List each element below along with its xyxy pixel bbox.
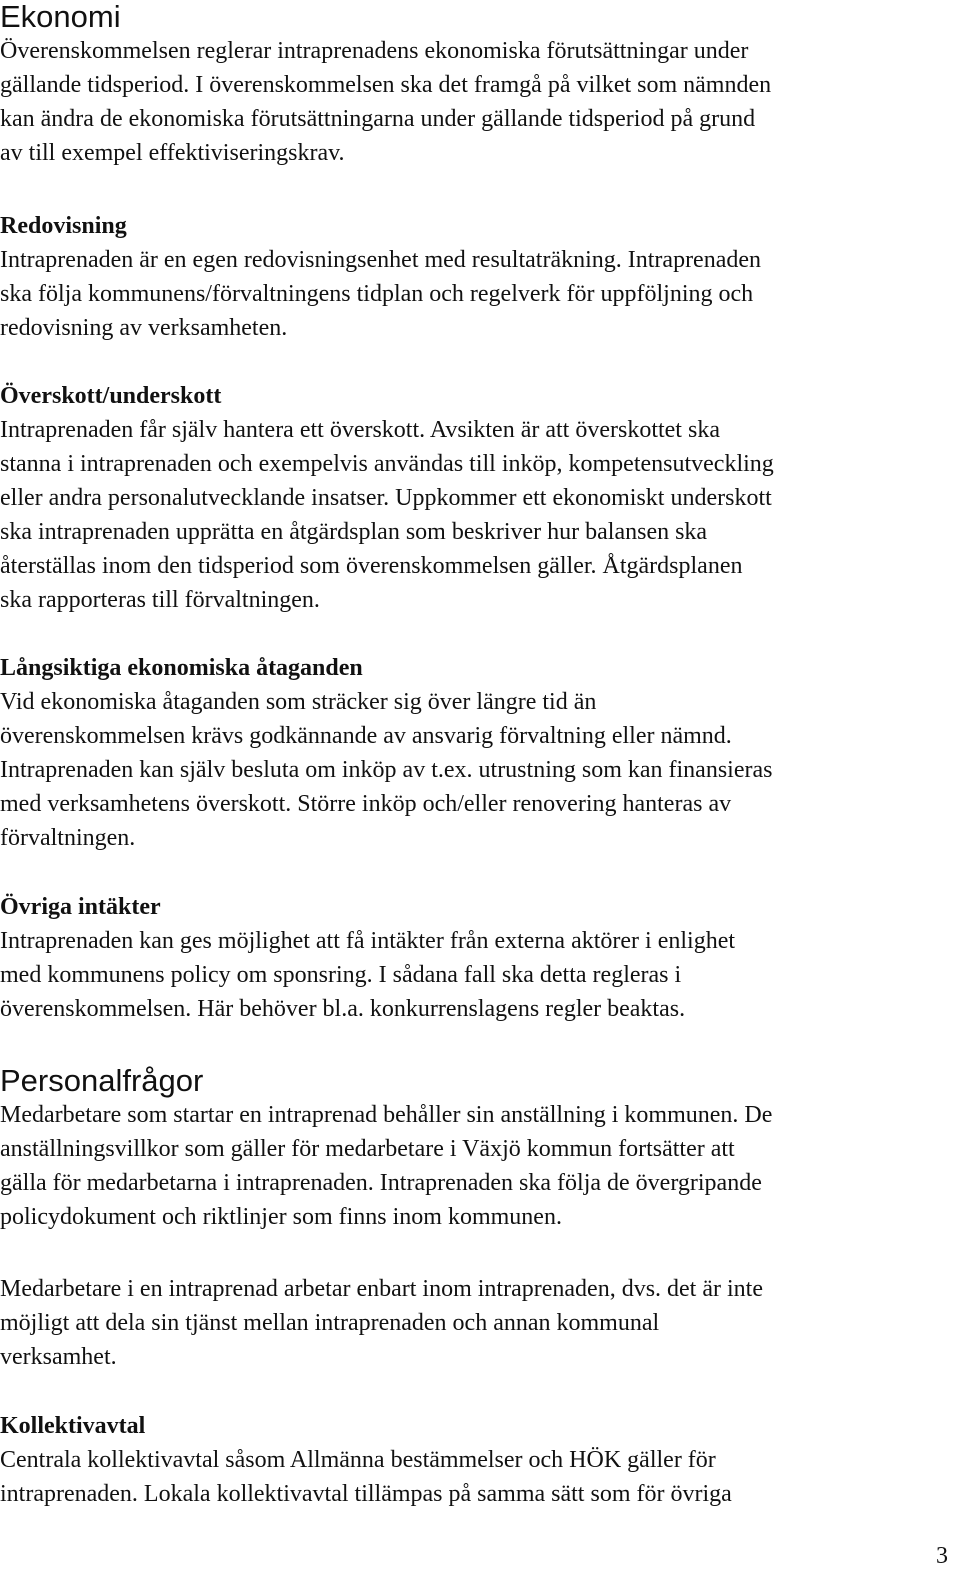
section-heading: Överskott/underskott — [0, 383, 222, 409]
section-body — [0, 413, 950, 617]
page-number: 3 — [936, 1543, 948, 1569]
paragraph-line: möjligt att dela sin tjänst mellan intraprenaden och annan kommunal — [0, 1310, 660, 1336]
paragraph-line: kan ändra de ekonomiska förutsättningarna under gällande tidsperiod på grund — [0, 106, 756, 132]
paragraph-line: Vid ekonomiska åtaganden som sträcker sig över längre tid än — [0, 689, 597, 715]
section-heading: Kollektivavtal — [0, 1413, 146, 1439]
section-heading: Långsiktiga ekonomiska åtaganden — [0, 655, 363, 681]
section-body — [0, 1098, 950, 1234]
section-langsiktiga-ataganden — [0, 651, 950, 855]
paragraph-line: anställningsvillkor som gäller för medarbetare i Växjö kommun fortsätter att — [0, 1136, 735, 1162]
section-personalfragor-paragraph-2 — [0, 1272, 950, 1374]
section-heading: Personalfrågor — [0, 1063, 204, 1098]
paragraph-line: Intraprenaden kan ges möjlighet att få intäkter från externa aktörer i enlighet — [0, 928, 736, 954]
section-body — [0, 924, 950, 1026]
section-ovriga-intakter — [0, 890, 950, 1026]
paragraph-line: stanna i intraprenaden och exempelvis användas till inköp, kompetensutveckling — [0, 451, 774, 477]
paragraph-line: Intraprenaden är en egen redovisningsenhet med resultaträkning. Intraprenaden — [0, 247, 762, 273]
paragraph-line: intraprenaden. Lokala kollektivavtal tillämpas på samma sätt som för övriga — [0, 1481, 732, 1507]
section-heading: Redovisning — [0, 213, 127, 239]
paragraph-line: med kommunens policy om sponsring. I sådana fall ska detta regleras i — [0, 962, 682, 988]
section-ekonomi — [0, 0, 950, 170]
paragraph-line: gälla för medarbetarna i intraprenaden. Intraprenaden ska följa de övergripande — [0, 1170, 762, 1196]
paragraph-line: gällande tidsperiod. I överenskommelsen ska det framgå på vilket som nämnden — [0, 72, 772, 98]
paragraph-line: ska intraprenaden upprätta en åtgärdsplan som beskriver hur balansen ska — [0, 519, 708, 545]
section-body — [0, 685, 950, 855]
section-personalfragor — [0, 1064, 950, 1234]
section-body — [0, 1272, 950, 1374]
paragraph-line: förvaltningen. — [0, 825, 136, 851]
paragraph-line: överenskommelsen krävs godkännande av ansvarig förvaltning eller nämnd. — [0, 723, 732, 749]
paragraph-line: policydokument och riktlinjer som finns inom kommunen. — [0, 1204, 562, 1230]
section-body — [0, 1443, 950, 1511]
paragraph-line: Medarbetare i en intraprenad arbetar enbart inom intraprenaden, dvs. det är inte — [0, 1276, 763, 1302]
paragraph-line: redovisning av verksamheten. — [0, 315, 288, 341]
section-heading: Ekonomi — [0, 0, 121, 34]
paragraph-line: med verksamhetens överskott. Större inköp och/eller renovering hanteras av — [0, 791, 732, 817]
section-overskott-underskott — [0, 379, 950, 617]
paragraph-line: verksamhet. — [0, 1344, 117, 1370]
paragraph-line: Medarbetare som startar en intraprenad behåller sin anställning i kommunen. De — [0, 1102, 773, 1128]
paragraph-line: ska rapporteras till förvaltningen. — [0, 587, 320, 613]
paragraph-line: Centrala kollektivavtal såsom Allmänna bestämmelser och HÖK gäller för — [0, 1447, 716, 1473]
section-redovisning — [0, 209, 950, 345]
paragraph-line: eller andra personalutvecklande insatser. Uppkommer ett ekonomiskt underskott — [0, 485, 772, 511]
section-body — [0, 243, 950, 345]
paragraph-line: Överenskommelsen reglerar intraprenadens ekonomiska förutsättningar under — [0, 38, 749, 64]
section-body — [0, 34, 950, 170]
paragraph-line: Intraprenaden får själv hantera ett överskott. Avsikten är att överskottet ska — [0, 417, 720, 443]
paragraph-line: Intraprenaden kan själv besluta om inköp av t.ex. utrustning som kan finansieras — [0, 757, 773, 783]
paragraph-line: återställas inom den tidsperiod som överenskommelsen gäller. Åtgärdsplanen — [0, 553, 743, 579]
paragraph-line: av till exempel effektiviseringskrav. — [0, 140, 345, 166]
paragraph-line: överenskommelsen. Här behöver bl.a. konkurrenslagens regler beaktas. — [0, 996, 686, 1022]
section-heading: Övriga intäkter — [0, 894, 161, 920]
paragraph-line: ska följa kommunens/förvaltningens tidplan och regelverk för uppföljning och — [0, 281, 754, 307]
section-kollektivavtal — [0, 1409, 950, 1511]
